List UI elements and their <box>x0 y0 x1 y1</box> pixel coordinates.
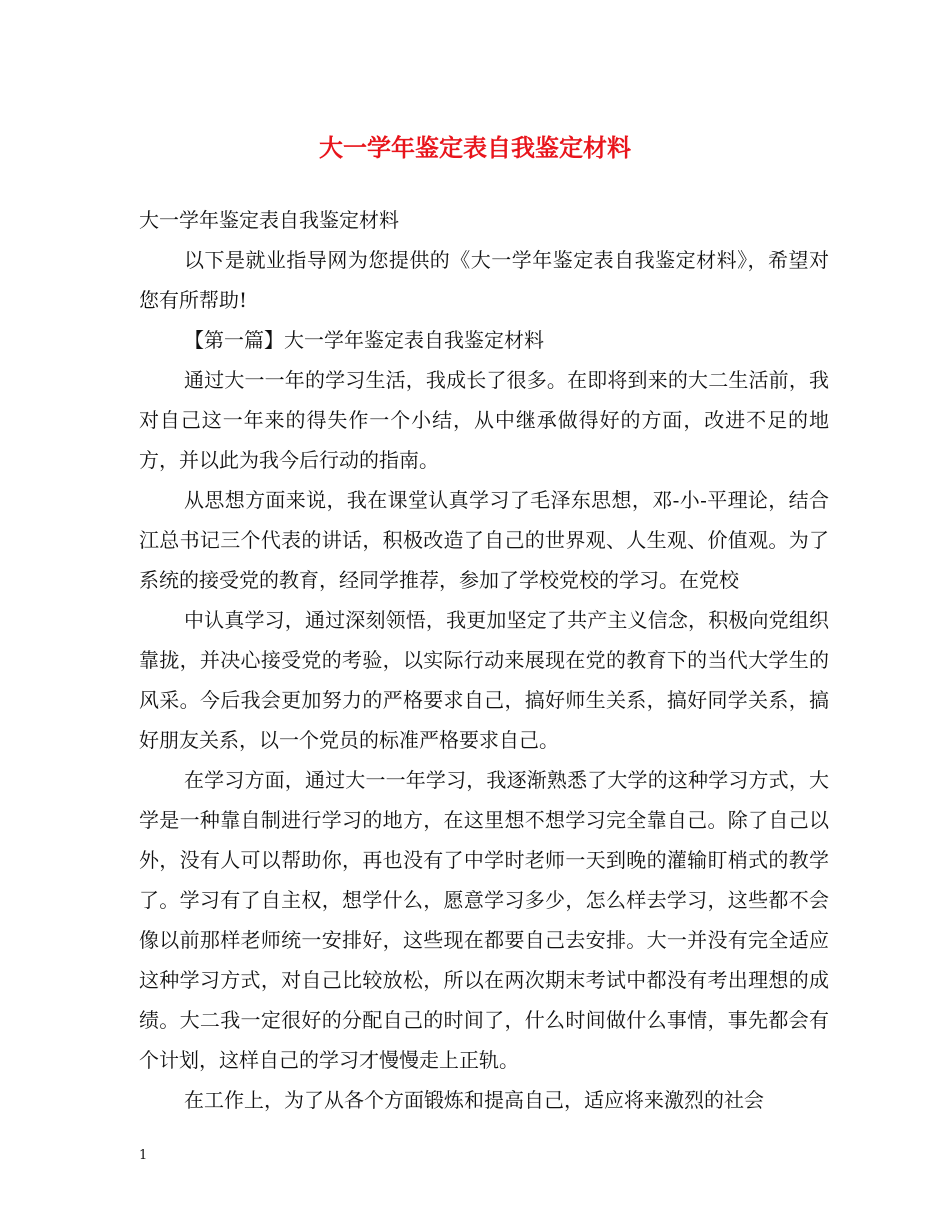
document-title: 大一学年鉴定表自我鉴定材料 <box>319 133 631 162</box>
paragraph-summary: 通过大一一年的学习生活，我成长了很多。在即将到来的大二生活前，我对自己这一年来的得失作一个小结，从中继承做得好的方面，改进不足的地方，并以此为我今后行动的指南。 <box>139 368 829 472</box>
paragraph-heading: 大一学年鉴定表自我鉴定材料 <box>139 208 399 232</box>
paragraph-section-title: 【第一篇】大一学年鉴定表自我鉴定材料 <box>184 328 544 352</box>
paragraph-intro: 以下是就业指导网为您提供的《大一学年鉴定表自我鉴定材料》，希望对您有所帮助! <box>139 248 829 312</box>
page-number: 1 <box>139 1148 148 1163</box>
paragraph-party-school: 中认真学习，通过深刻领悟，我更加坚定了共产主义信念，积极向党组织靠拢，并决心接受党的考验，以实际行动来展现在党的教育下的当代大学生的风采。今后我会更加努力的严格要求自己，搞好师生关系，搞好同学关系，搞好朋友关系，以一个党员的标准严格要求自己。 <box>139 608 829 752</box>
paragraph-work: 在工作上，为了从各个方面锻炼和提高自己，适应将来激烈的社会 <box>184 1088 764 1112</box>
paragraph-study: 在学习方面，通过大一一年学习，我逐渐熟悉了大学的这种学习方式，大学是一种靠自制进行学习的地方，在这里想不想学习完全靠自己。除了自己以外，没有人可以帮助你，再也没有了中学时老师一天到晚的灌输盯梢式的教学了。学习有了自主权，想学什么，愿意学习多少，怎么样去学习，这些都不会像以前那样老师统一安排好，这些现在都要自己去安排。大一并没有完全适应这种学习方式，对自己比较放松，所以在两次期末考试中都没有考出理想的成绩。大二我一定很好的分配自己的时间了，什么时间做什么事情，事先都会有个计划，这样自己的学习才慢慢走上正轨。 <box>139 768 829 1072</box>
paragraph-ideology: 从思想方面来说，我在课堂认真学习了毛泽东思想，邓-小-平理论，结合江总书记三个代表的讲话，积极改造了自己的世界观、人生观、价值观。为了系统的接受党的教育，经同学推荐，参加了学校党校的学习。在党校 <box>139 488 829 592</box>
document-body <box>139 200 829 1120</box>
